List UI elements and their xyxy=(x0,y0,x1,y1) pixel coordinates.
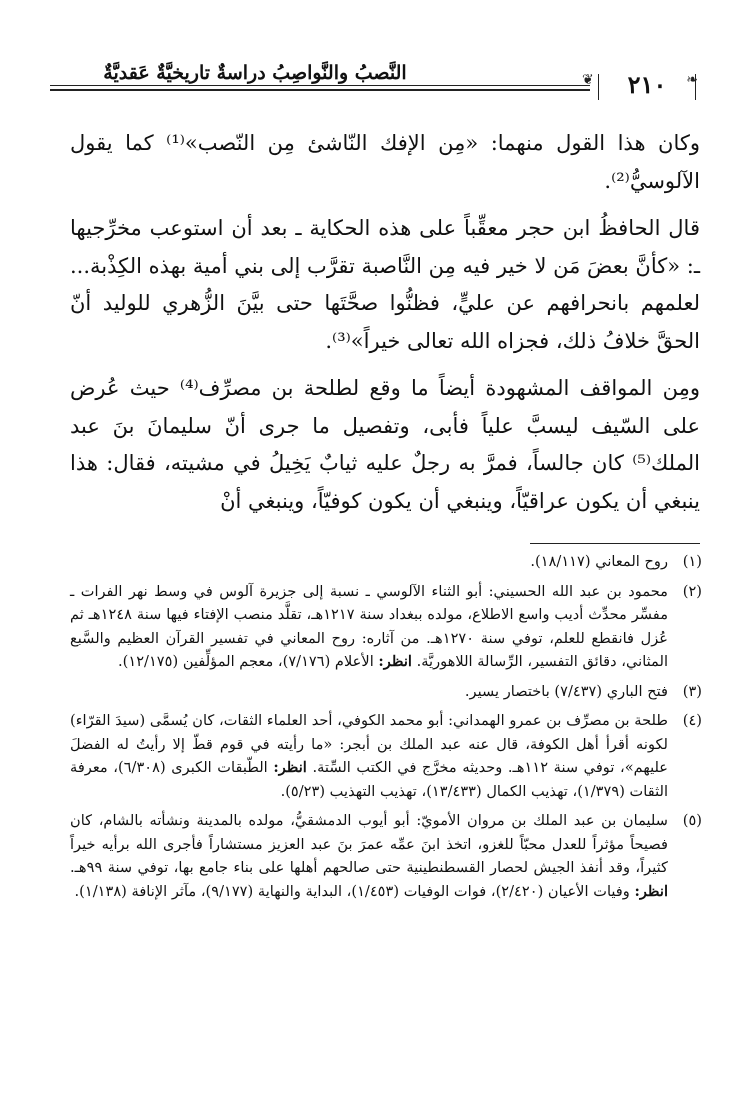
footnote-ref-label: انظر: xyxy=(273,759,307,776)
header-rule-thick xyxy=(50,89,590,91)
footnote xyxy=(70,809,702,903)
page-number: ٢١٠ xyxy=(627,70,667,99)
paragraph: وكان هذا القول منهما: «مِن الإفك النّاشئ مِن النّصب»⁽¹⁾ كما يقول الآلوسيُّ⁽²⁾. xyxy=(70,131,700,193)
footnote xyxy=(70,709,702,803)
footnote xyxy=(70,680,702,704)
footnote-separator xyxy=(530,543,700,544)
paragraph: ومِن المواقف المشهودة أيضاً ما وقع لطلحة بن مصرِّف⁽⁴⁾ حيث عُرض على السّيف ليسبَّ علياً فأبى، وتفصيل ما جرى أنّ سليمانَ بنَ عبد الملك⁽⁵⁾ كان جالساً، فمرَّ به رجلٌ عليه ثيابٌ يَخِيلُ في مشيته، فقال: هذا ينبغي أن يكون عراقيّاً، وينبغي أن يكون كوفيّاً، وينبغي أنْ xyxy=(70,376,700,513)
paragraph: قال الحافظُ ابن حجر معقِّباً على هذه الحكاية ـ بعد أن استوعب مخرِّجيها ـ: «كأنَّ بعضَ مَن لا خير فيه مِن النَّاصبة تقرَّب إلى بني أمية بهذه الكِذْبة... لعلمهم بانحرافهم عن عليٍّ، فظنُّوا صحَّتَها حتى بيَّنَ الزُّهري للوليد أنّ الحقَّ خلافُ ذلك، فجزاه الله تعالى خيراً»⁽³⁾. xyxy=(70,216,700,353)
footnote-number: (١) xyxy=(682,553,702,570)
footnote-number: (٥) xyxy=(682,812,702,829)
footnote-text: روح المعاني (١٨/١١٧). xyxy=(530,553,668,570)
footnote-text: محمود بن عبد الله الحسيني: أبو الثناء الآلوسي ـ نسبة إلى جزيرة آلوس في وسط نهر الفرات ـ مفسِّر محدِّث أديب واسع الاطلاع، مولده ببغداد سنة ١٢١٧هـ، تقلَّد منصب الإفتاء فيها سنة ١٢٤٨هـ ثم عُزل فانقطع للعلم، توفي سنة ١٢٧٠هـ. من آثاره: روح المعاني في تفسير القرآن العظيم والسَّبع المثاني، دقائق التفسير، الرِّسالة اللاهوريَّة. انظر: الأعلام (٧/١٧٦)، معجم المؤلِّفين (١٢/١٧٥). xyxy=(70,582,669,670)
footnotes xyxy=(70,550,702,909)
ornament-left-icon: ❦ xyxy=(582,72,594,88)
footnote-text: فتح الباري (٧/٤٣٧) باختصار يسير. xyxy=(464,682,668,700)
footnote-ref-label: انظر: xyxy=(634,882,668,900)
footnote-number: (٢) xyxy=(682,582,702,600)
footnote xyxy=(70,550,702,574)
footnote-text: سليمان بن عبد الملك بن مروان الأمويّ: أبو أيوب الدمشقيُّ، مولده بالمدينة ونشأته بالشام، كان فصيحاً مؤثراً للعدل محبّاً للغزو، اتخذ ابنَ عمِّه عمرَ بنَ عبد العزيز مستشاراً فأجرى الله برأيه خيراً كثيراً، وقد أنفذ الجيش لحصار القسطنطينية حتى صالحهم أهلها على بناء جامع بها، توفي سنة ٩٩هـ. انظر: وفيات الأعيان (٢/٤٢٠)، فوات الوفيات (١/٤٥٣)، البداية والنهاية (٩/١٧٧)، مآثر الإنافة (١/١٣٨). xyxy=(70,812,668,900)
footnote-text: طلحة بن مصرِّف بن عمرو الهمداني: أبو محمد الكوفي، أحد العلماء الثقات، كان يُسمَّى (سيدَ القرّاء) لكونه أقرأ أهل الكوفة، قال عنه عبد الملك بن أبجر: «ما رأيته في قوم قطّ إلا رأيتُ له الفضلَ عليهم»، توفي سنة ١١٢هـ. وحديثه مخرَّج في الكتب السِّتة. انظر: الطّبقات الكبرى (٦/٣٠٨)، معرفة الثقات (١/٣٧٩)، تهذيب الكمال (١٣/٤٣٣)، تهذيب التهذيب (٥/٢٣). xyxy=(70,712,669,800)
footnote-ref-text: الأعلام (٧/١٧٦)، معجم المؤلِّفين (١٢/١٧٥). xyxy=(118,653,374,670)
footnote xyxy=(70,580,702,674)
page-number-box xyxy=(568,70,698,104)
footnote-number: (٤) xyxy=(682,712,702,729)
footnote-ref-text: الطّبقات الكبرى (٦/٣٠٨)، معرفة الثقات (١/٣٧٩)، تهذيب الكمال (١٣/٤٣٣)، تهذيب التهذيب (٥/٢٣). xyxy=(70,759,668,800)
header-rule xyxy=(50,85,590,86)
main-text xyxy=(70,125,700,530)
page-header xyxy=(50,58,698,108)
footnote-ref-label: انظر: xyxy=(378,653,412,670)
footnote-ref-text: وفيات الأعيان (٢/٤٢٠)، فوات الوفيات (١/٤٥٣)، البداية والنهاية (٩/١٧٧)، مآثر الإنافة (١/١٣٨). xyxy=(74,882,630,900)
ornament-right-icon: ❧ xyxy=(686,72,698,88)
running-title: النَّصبُ والنَّواصِبُ دراسةٌ تاريخيَّةٌ عَقديَّةٌ xyxy=(103,62,407,84)
footnote-number: (٣) xyxy=(682,682,702,700)
